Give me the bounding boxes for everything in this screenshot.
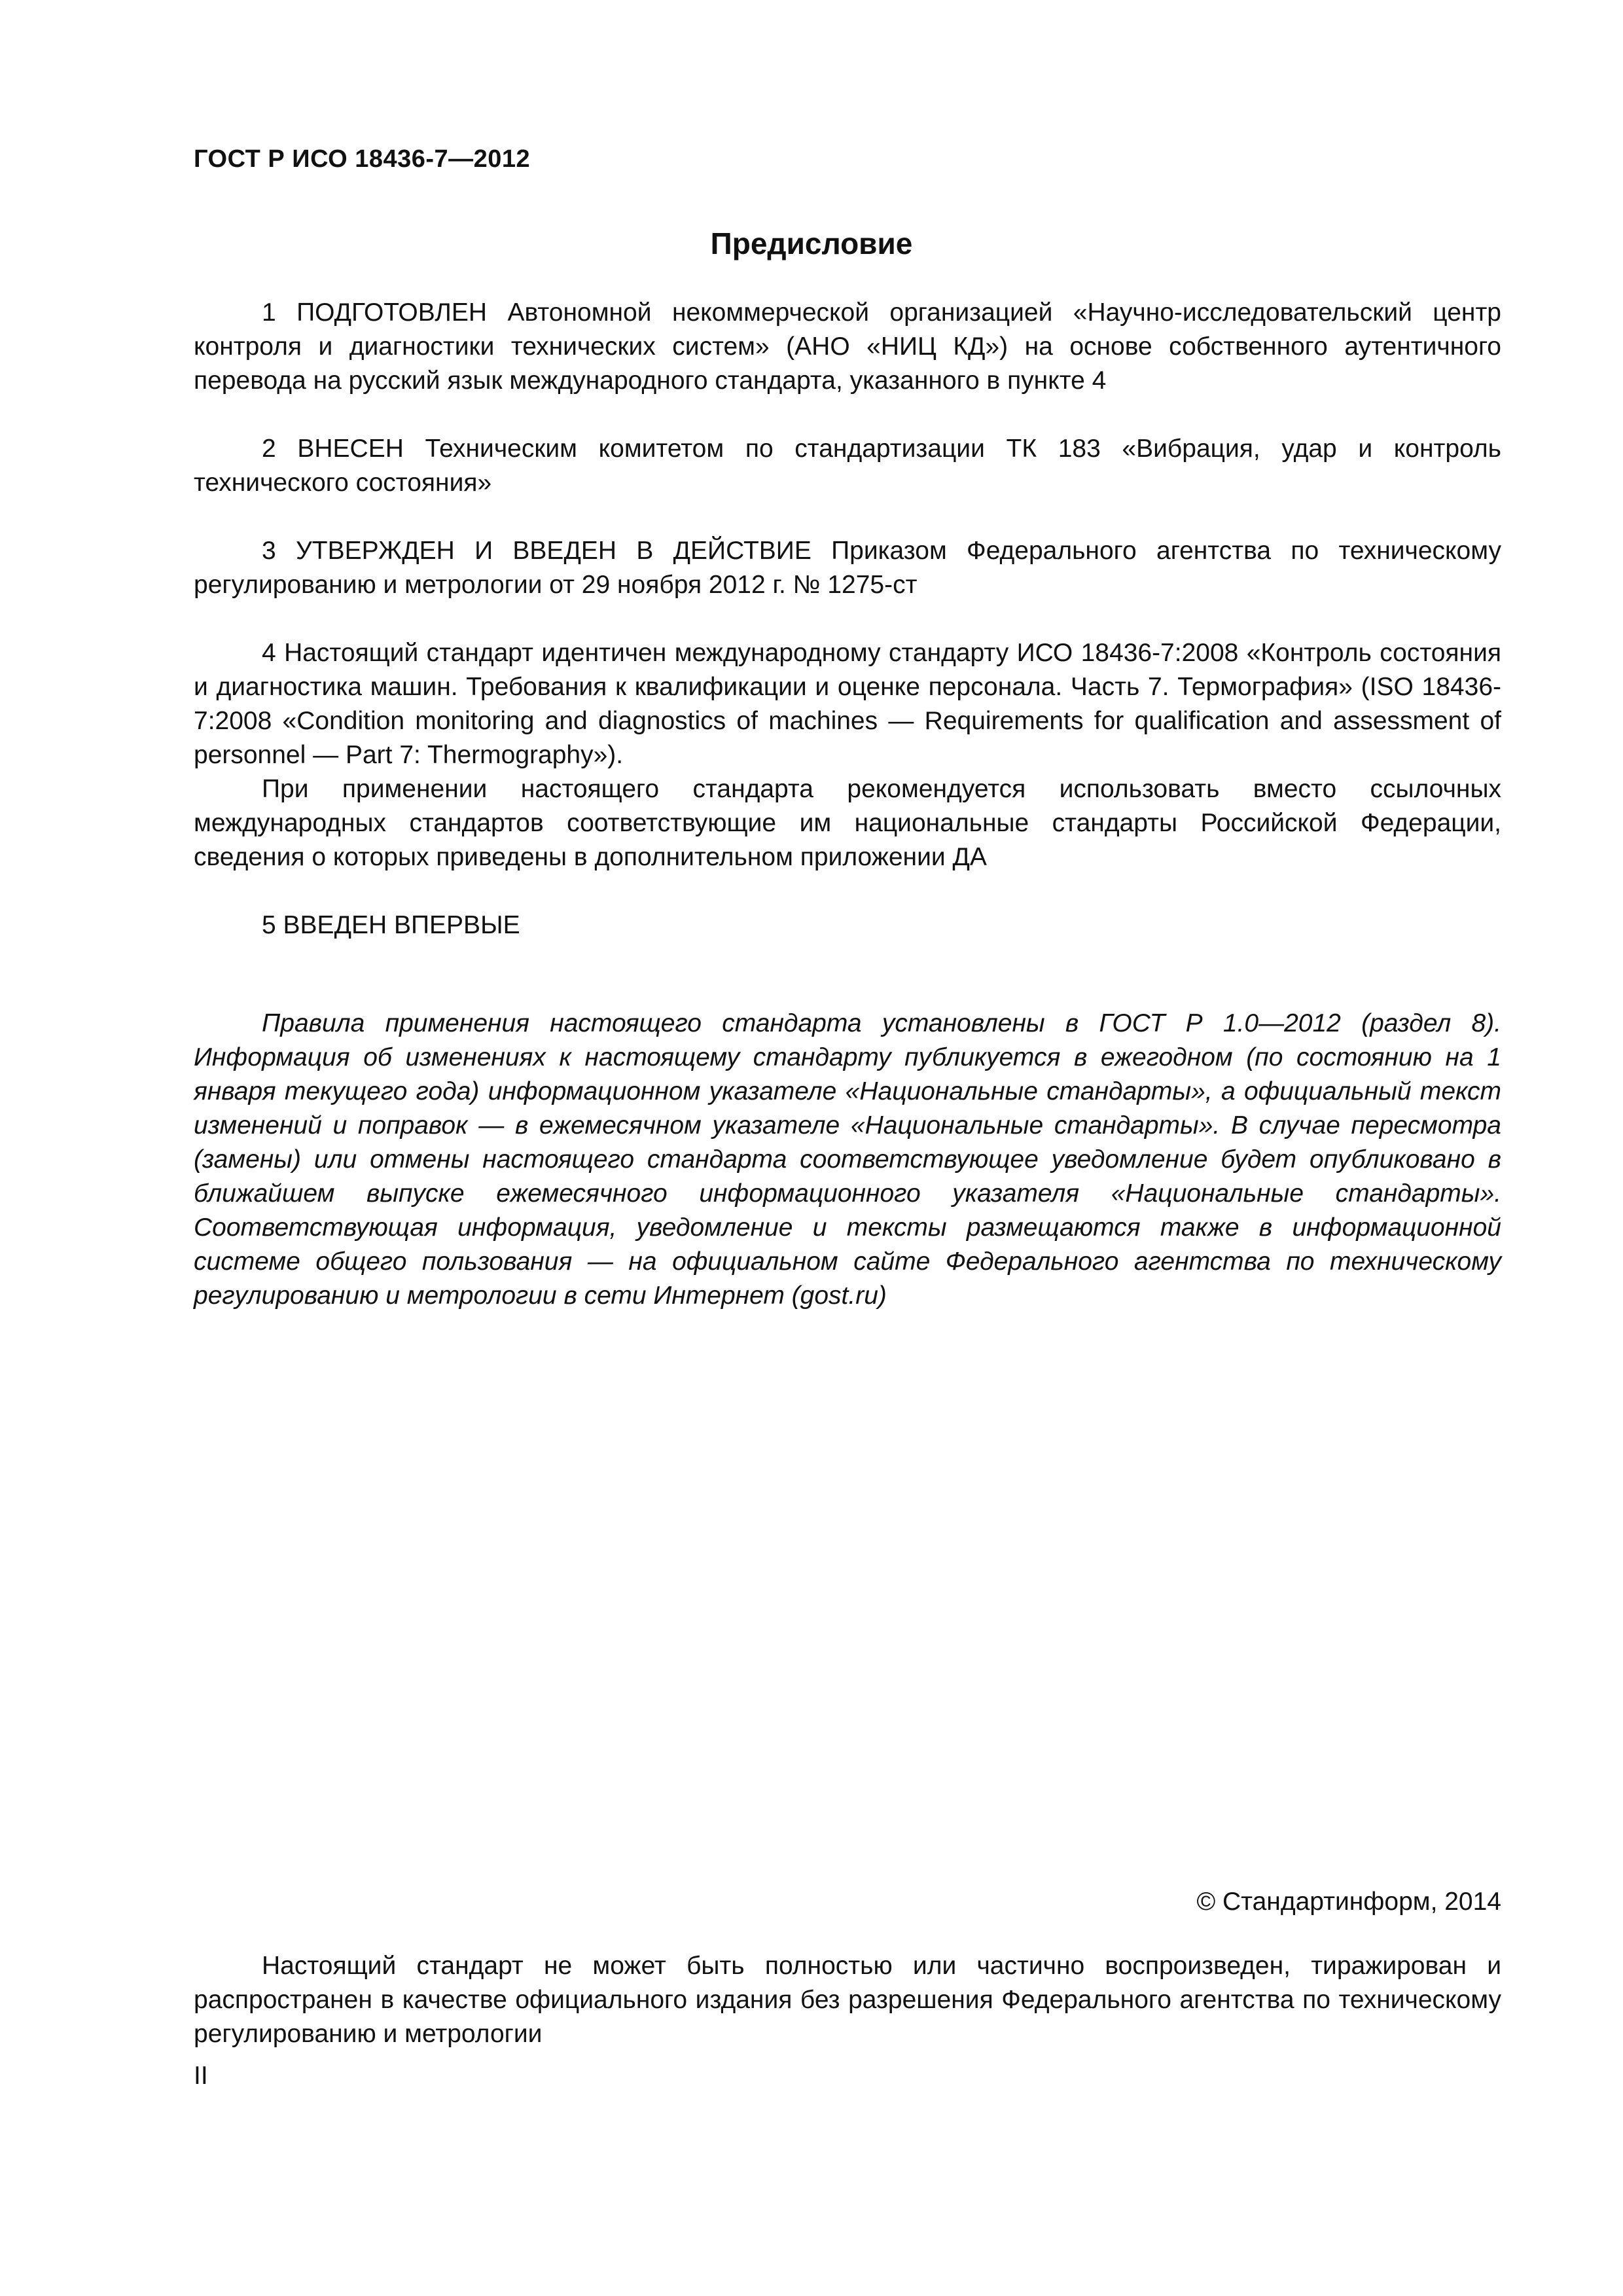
foreword-item-4-note: При применении настоящего стандарта рекомендуется использовать вместо ссылочных международных стандартов соответствующие им национальные стандарты Российской Федерации, сведения о которых приведены в дополнительном приложении ДА — [194, 775, 1501, 871]
foreword-item-1: 1 ПОДГОТОВЛЕН Автономной некоммерческой организацией «Научно-исследовательский центр контроля и диагностики технических систем» (АНО «НИЦ КД») на основе собственного аутентичного перевода на русский язык международного стандарта, указанного в пункте 4 — [194, 298, 1501, 395]
foreword-item-2: 2 ВНЕСЕН Техническим комитетом по стандартизации ТК 183 «Вибрация, удар и контроль технического состояния» — [194, 435, 1501, 497]
foreword-item-4: 4 Настоящий стандарт идентичен международному стандарту ИСО 18436-7:2008 «Контроль состояния и диагностика машин. Требования к квалификации и оценке персонала. Часть 7. Термография» (ISO 18436-7:2008 «Condition monitoring and diagnostics of machines — Requirements for qualification and assessment of personnel — Part 7: Thermography»). — [194, 639, 1501, 769]
foreword-item-5: 5 ВВЕДЕН ВПЕРВЫЕ — [262, 911, 520, 939]
page-title: Предисловие — [710, 226, 913, 260]
application-rules-notice: Правила применения настоящего стандарта установлены в ГОСТ Р 1.0—2012 (раздел 8). Информация об изменениях к настоящему стандарту публикуется в ежегодном (по состоянию на 1 января текущего года) информационном указателе «Национальные стандарты», а официальный текст изменений и поправок — в ежемесячном указателе «Национальные стандарты». В случае пересмотра (замены) или отмены настоящего стандарта соответствующее уведомление будет опубликовано в ближайшем выпуске ежемесячного информационного указателя «Национальные стандарты». Соответствующая информация, уведомление и тексты размещаются также в информационной системе общего пользования — на официальном сайте Федерального агентства по техническому регулированию и метрологии в сети Интернет (gost.ru) — [194, 1009, 1501, 1310]
page-number: II — [194, 2062, 208, 2090]
foreword-body — [194, 296, 1501, 942]
copyright-line: © Стандартинформ, 2014 — [1196, 1888, 1501, 1916]
foreword-item-3: 3 УТВЕРЖДЕН И ВВЕДЕН В ДЕЙСТВИЕ Приказом Федерального агентства по техническому регулированию и метрологии от 29 ноября 2012 г. № 1275-ст — [194, 537, 1501, 599]
reproduction-notice: Настоящий стандарт не может быть полностью или частично воспроизведен, тиражирован и распространен в качестве официального издания без разрешения Федерального агентства по техническому регулированию и метрологии — [194, 1952, 1501, 2048]
document-number: ГОСТ Р ИСО 18436-7—2012 — [194, 145, 531, 173]
